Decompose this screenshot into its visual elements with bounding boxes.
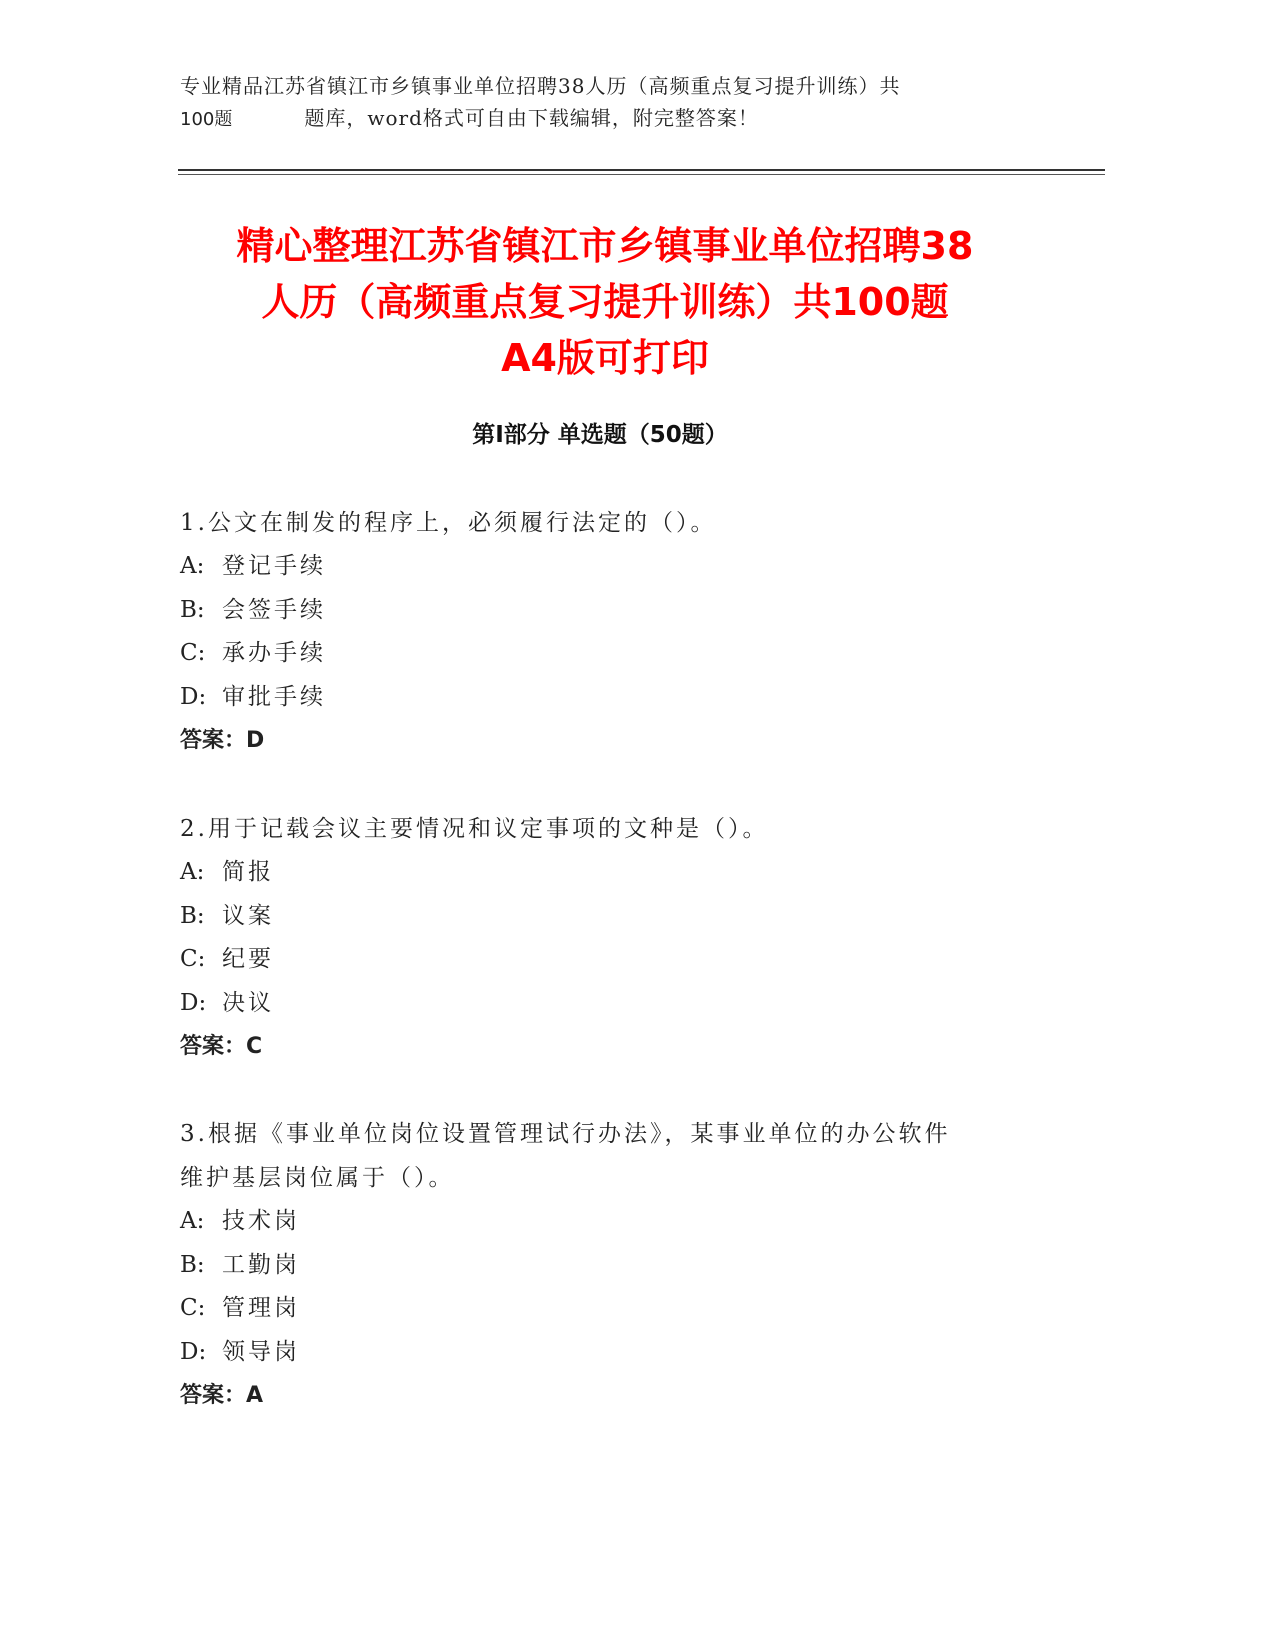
document-title: [170, 218, 1040, 386]
option-b: B: 工勤岗: [180, 1251, 300, 1278]
question-stem: 2.用于记载会议主要情况和议定事项的文种是（）。: [180, 816, 769, 842]
option-c: C: 纪要: [180, 946, 274, 972]
header-description: 题库，word格式可自由下载编辑，附完整答案！: [304, 106, 759, 130]
question-stem-line-2: 维护基层岗位属于（）。: [180, 1165, 455, 1191]
option-a: A: 简报: [180, 859, 274, 885]
option-d: D: 审批手续: [180, 683, 326, 710]
option-c: C: 管理岗: [180, 1295, 300, 1321]
question-1: [180, 501, 1040, 763]
section-heading: 第Ⅰ部分 单选题（50题）: [472, 422, 728, 448]
header-divider-thick: [178, 169, 1105, 171]
option-c: C: 承办手续: [180, 640, 326, 666]
question-2: [180, 807, 1040, 1069]
title-line-1: 精心整理江苏省镇江市乡镇事业单位招聘38: [236, 224, 974, 268]
header-line-1: 专业精品江苏省镇江市乡镇事业单位招聘38人历（高频重点复习提升训练）共: [180, 74, 901, 98]
option-a: A: 登记手续: [180, 553, 326, 579]
header-note: [180, 70, 1020, 136]
answer: 答案：D: [180, 728, 265, 753]
header-divider-thin: [178, 174, 1105, 175]
option-b: B: 会签手续: [180, 596, 326, 623]
option-d: D: 决议: [180, 989, 274, 1016]
option-b: B: 议案: [180, 902, 274, 929]
header-line-2: [180, 102, 1020, 136]
answer: 答案：C: [180, 1034, 263, 1059]
title-line-2: 人历（高频重点复习提升训练）共100题: [261, 280, 949, 324]
option-a: A: 技术岗: [180, 1208, 300, 1234]
question-stem-line-1: 3.根据《事业单位岗位设置管理试行办法》，某事业单位的办公软件: [180, 1121, 951, 1147]
question-stem: 1.公文在制发的程序上，必须履行法定的（）。: [180, 510, 717, 536]
header-count: 100题: [180, 109, 233, 130]
answer: 答案：A: [180, 1383, 264, 1408]
title-line-3: A4版可打印: [501, 336, 709, 380]
question-3: [180, 1112, 1040, 1418]
option-d: D: 领导岗: [180, 1338, 300, 1365]
